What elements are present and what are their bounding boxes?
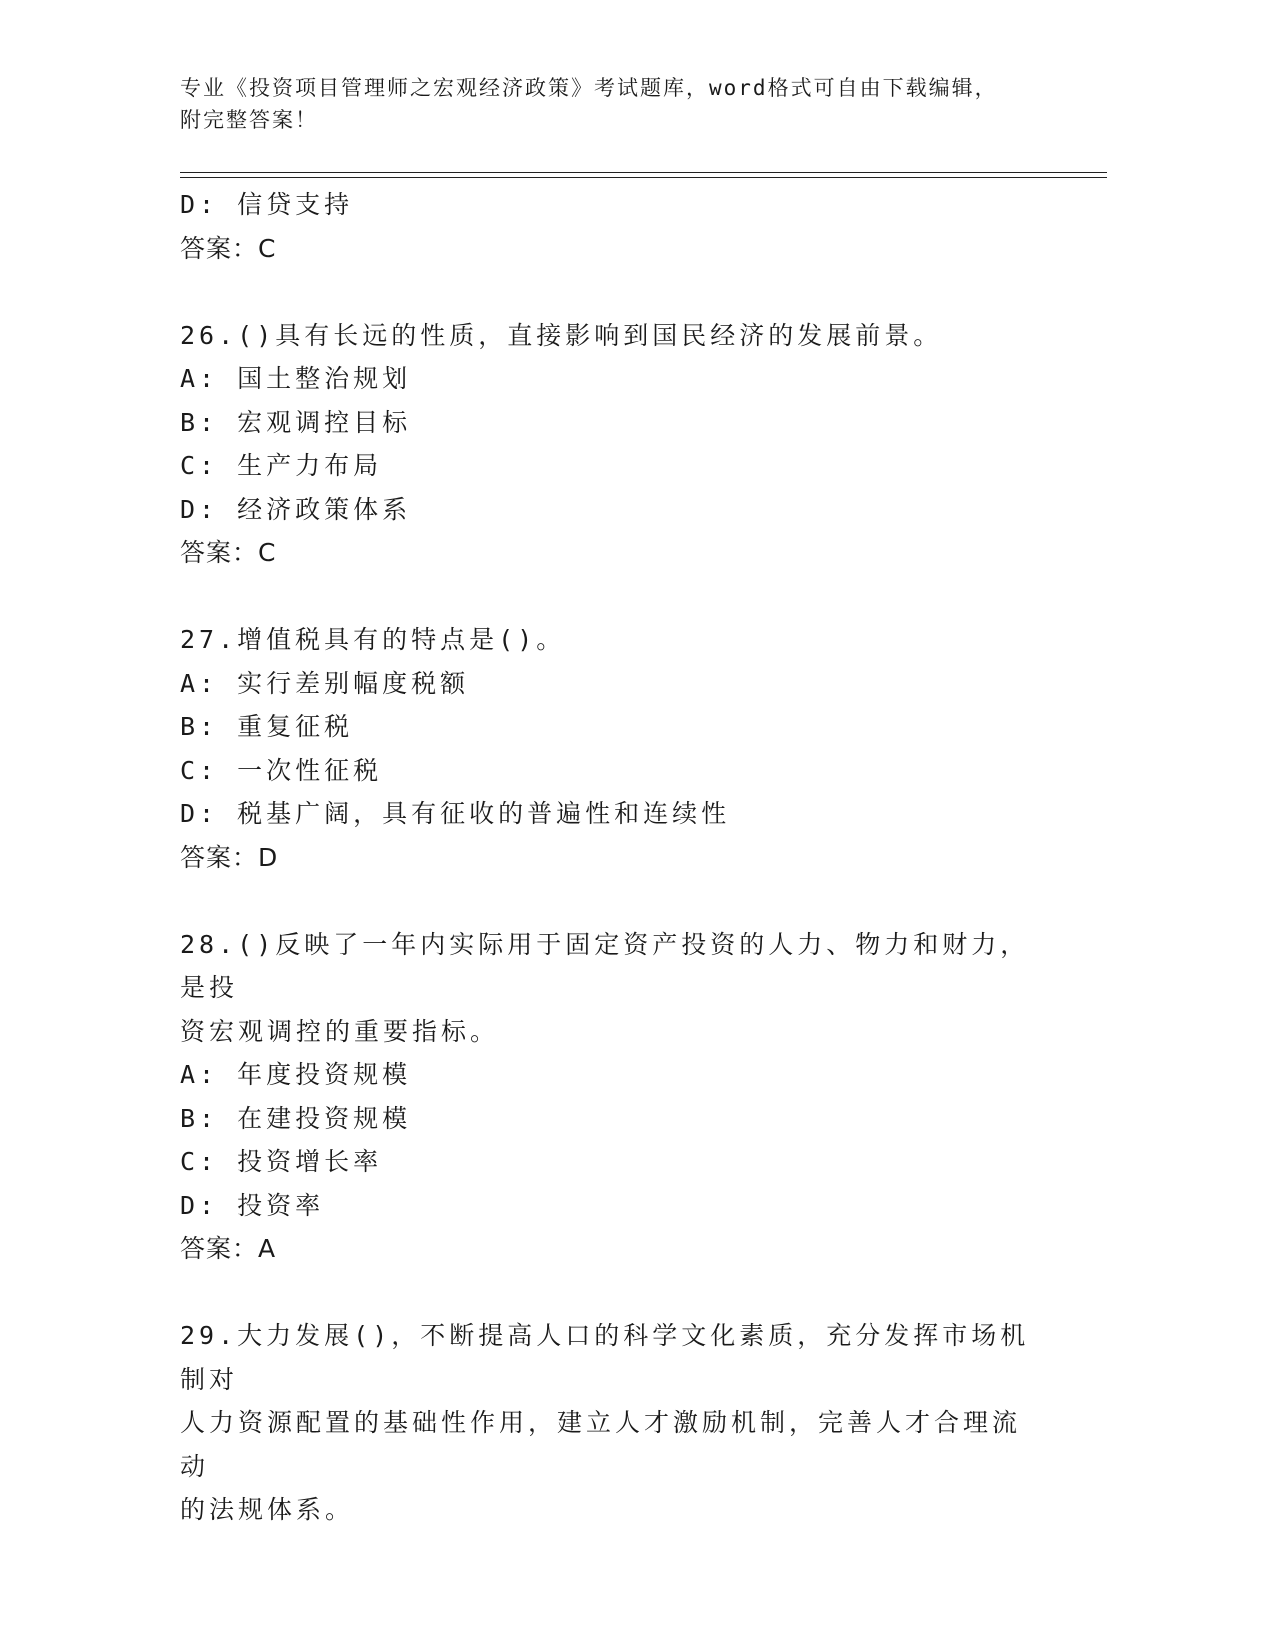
stem-line: 28.()反映了一年内实际用于固定资产投资的人力、物力和财力，是投 [180,929,1030,1002]
option-a: A: 年度投资规模 [180,1060,412,1089]
question-28 [180,923,1080,1271]
answer-line: 答案：D [180,842,279,872]
stem-line: 资宏观调控的重要指标。 [180,1016,500,1046]
question-stem [180,923,1040,1054]
stem-line: 的法规体系。 [180,1495,355,1524]
option-d: D: 信贷支持 [180,190,354,219]
option-a: A: 实行差别幅度税额 [180,668,470,698]
option-c: C: 一次性征税 [180,755,383,785]
header-line-2: 附完整答案！ [180,108,318,132]
question-stem [180,314,1040,358]
header-divider-bottom [180,177,1107,178]
document-header [180,72,1060,136]
option-d: D: 投资率 [180,1190,325,1220]
question-stem [180,618,1040,662]
option-a: A: 国土整治规划 [180,364,412,393]
answer-line: 答案：C [180,233,277,263]
option-b: B: 重复征税 [180,712,354,741]
stem-line: 26.()具有长远的性质，直接影响到国民经济的发展前景。 [180,320,943,350]
header-divider-top [180,172,1107,173]
option-b: B: 宏观调控目标 [180,407,412,437]
option-b: B: 在建投资规模 [180,1103,412,1133]
document-body [180,183,1080,1532]
header-line-1: 专业《投资项目管理师之宏观经济政策》考试题库，word格式可自由下载编辑， [180,76,998,100]
option-c: C: 投资增长率 [180,1147,383,1176]
stem-line: 29.大力发展()，不断提高人口的科学文化素质，充分发挥市场机制对 [180,1321,1030,1394]
question-stem [180,1314,1040,1532]
answer-line: 答案：A [180,1234,277,1263]
stem-line: 人力资源配置的基础性作用，建立人才激励机制，完善人才合理流动 [180,1408,1022,1481]
question-29 [180,1314,1080,1532]
option-d: D: 经济政策体系 [180,494,412,524]
option-d: D: 税基广阔，具有征收的普遍性和连续性 [180,799,731,828]
stem-line: 27.增值税具有的特点是()。 [180,625,566,654]
question-27 [180,618,1080,879]
answer-line: 答案：C [180,538,277,567]
option-c: C: 生产力布局 [180,451,383,480]
previous-question-tail [180,183,1080,270]
question-26 [180,314,1080,575]
